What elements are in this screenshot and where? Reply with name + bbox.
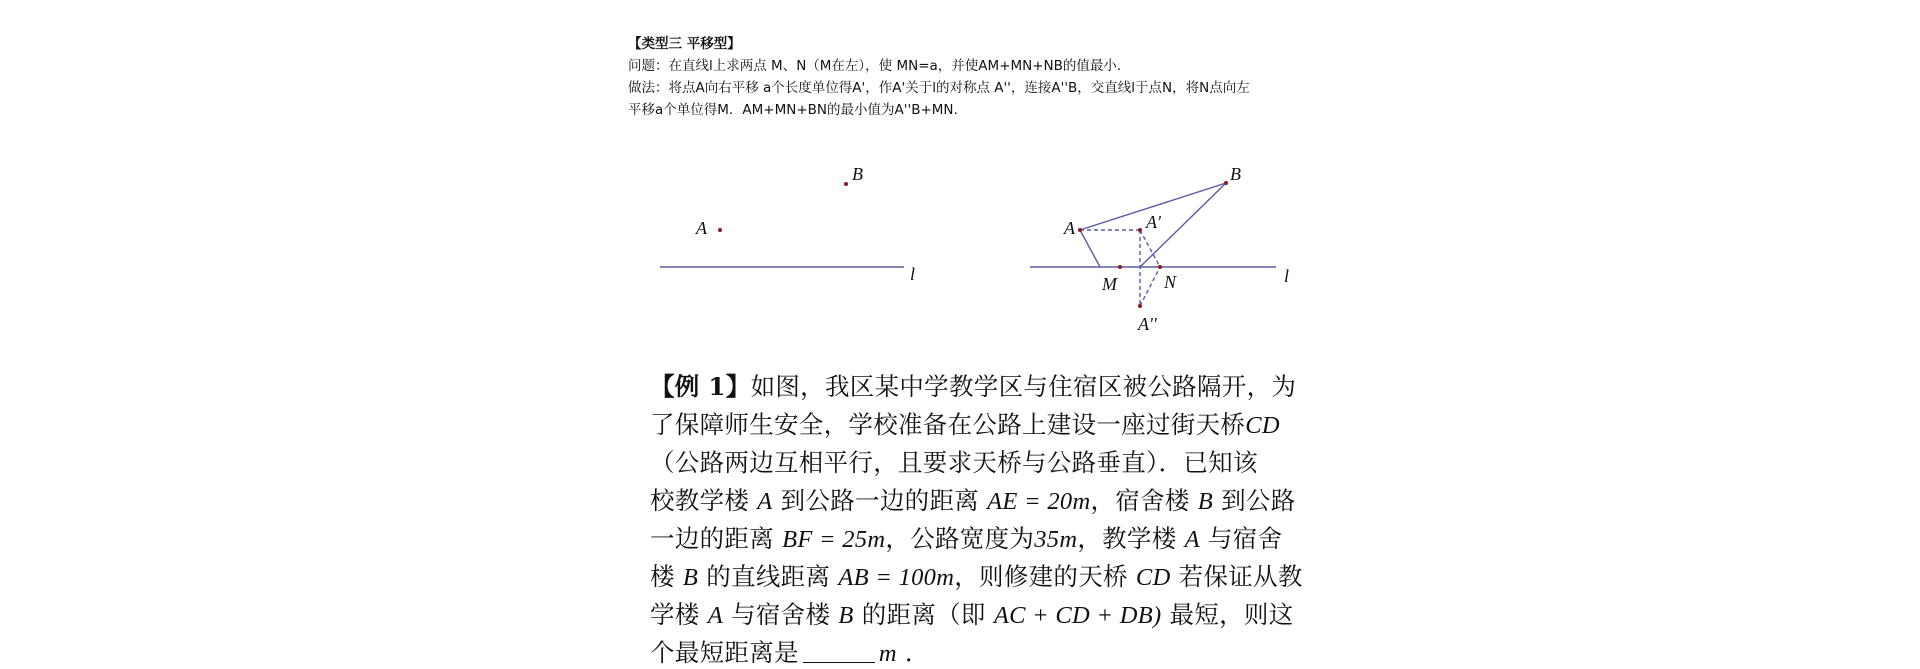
segment-a2-n	[1140, 267, 1160, 306]
example-line-1: 【例 1】如图，我区某中学教学区与住宿区被公路隔开，为	[650, 372, 1297, 401]
label-a-double-prime: A''	[1138, 314, 1157, 334]
point-a	[1078, 228, 1082, 232]
figure-left	[640, 158, 940, 298]
label-b: B	[1230, 164, 1241, 184]
label-m: M	[1102, 274, 1117, 294]
label-b: B	[852, 164, 863, 184]
label-l: l	[910, 264, 916, 284]
example-line-6: 楼 B 的直线距离 AB = 100m，则修建的天桥 CD 若保证从教	[650, 562, 1303, 591]
label-a: A	[1064, 218, 1075, 238]
label-n: N	[1164, 272, 1177, 292]
point-m	[1118, 265, 1122, 269]
label-l: l	[1284, 266, 1290, 286]
point-a-prime	[1138, 228, 1142, 232]
point-a-double-prime	[1138, 304, 1142, 308]
method-line-1: 做法：将点A向右平移 a个长度单位得A'，作A'关于l的对称点 A''，连接A''B，交直线l于点N，将N点向左	[628, 80, 1250, 96]
method-line-2: 平移a个单位得M．AM+MN+BN的最小值为A''B+MN.	[628, 102, 958, 118]
label-a-prime: A'	[1146, 212, 1161, 232]
point-b	[1224, 181, 1228, 185]
example-line-3: （公路两边互相平行，且要求天桥与公路垂直）．已知该	[650, 448, 1258, 477]
problem-text: 问题：在直线l上求两点 M、N（M在左），使 MN=a，并使AM+MN+NB的值最小.	[628, 58, 1122, 74]
figure-right	[1020, 160, 1340, 340]
label-a: A	[696, 218, 707, 238]
example-label: 【例 1】	[650, 372, 751, 401]
example-line-2: 了保障师生安全，学校准备在公路上建设一座过街天桥CD	[650, 410, 1280, 439]
point-b	[844, 182, 848, 186]
example-line-7: 学楼 A 与宿舍楼 B 的距离（即 AC + CD + DB) 最短，则这	[650, 600, 1294, 629]
segment-a1-n	[1140, 230, 1160, 267]
answer-blank[interactable]	[803, 661, 875, 663]
example-line-4: 校教学楼 A 到公路一边的距离 AE = 20m，宿舍楼 B 到公路	[650, 486, 1296, 515]
example-line-8: 个最短距离是 m ．	[650, 638, 930, 667]
example-line-5: 一边的距离 BF = 25m，公路宽度为35m，教学楼 A 与宿舍	[650, 524, 1283, 553]
point-n	[1158, 265, 1162, 269]
segment-a-m	[1080, 230, 1100, 267]
section-heading: 【类型三 平移型】	[628, 36, 741, 52]
point-a	[718, 228, 722, 232]
